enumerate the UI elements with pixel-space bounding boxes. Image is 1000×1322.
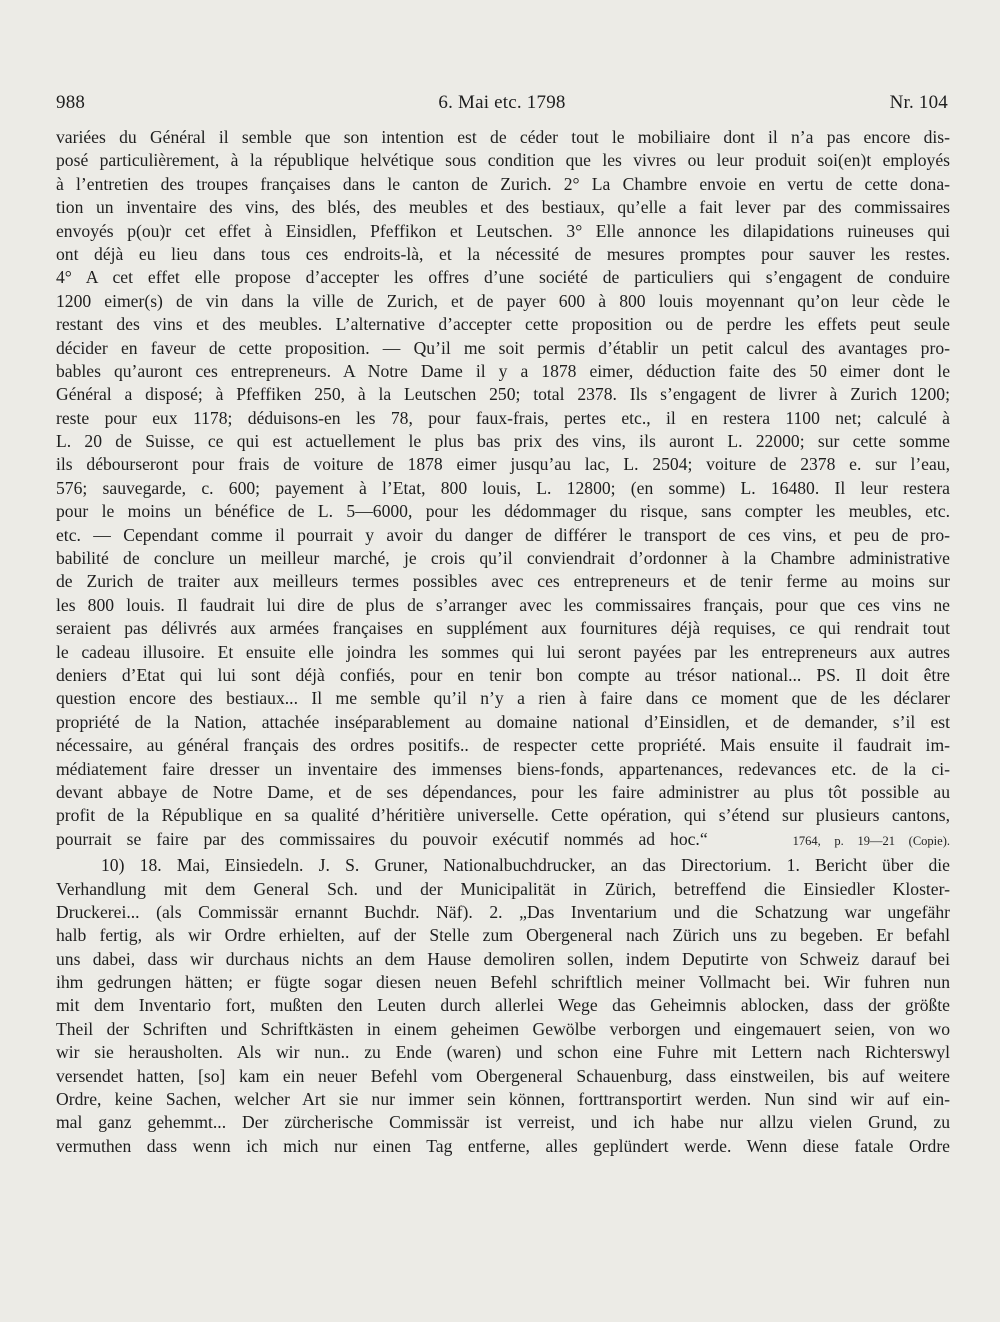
text-line: envoyés p(ou)r cet effet à Einsidlen, Pfeffikon et Leutschen. 3° Elle annonce les dilapidations ruineuses qui (56, 220, 950, 241)
text-line: question encore des bestiaux... Il me semble qu’il n’y a rien à faire dans ce moment que de les déclarer (56, 688, 950, 709)
text-line: Theil der Schriften und Schriftkästen in einem geheimen Gewölbe verborgen und eingemauert seien, von wo (56, 1018, 950, 1039)
text-line: Druckerei... (als Commissär ernannt Buchdr. Näf). 2. „Das Inventarium und die Schatzung war ungefähr (56, 901, 950, 922)
text-line: babilité de conclure un meilleur marché, je crois qu’il conviendrait d’ordonner à la Chambre administrative (56, 548, 950, 569)
text-line: posé particulièrement, à la république helvétique sous condition que les vivres ou leur produit soi(en)t employés (56, 150, 950, 171)
text-line: vermuthen dass wenn ich mich nur einen Tag entferne, alles geplündert werde. Wenn diese fatale Ordre (56, 1135, 950, 1156)
text-line: seraient pas délivrés aux armées françaises en supplément aux fournitures déjà requises, ce qui rendrait tout (56, 618, 950, 639)
paragraph-french (56, 126, 950, 851)
text-line: 10) 18. Mai, Einsiedeln. J. S. Gruner, Nationalbuchdrucker, an das Directorium. 1. Bericht über die (101, 855, 950, 876)
text-line: les 800 louis. Il faudrait lui dire de plus de s’arranger avec les commissaires français, pour que ces vins ne (56, 594, 950, 615)
text-line: wir sie herausholten. Als wir nun.. zu Ende (waren) und schon eine Fuhre mit Lettern nach Richterswyl (56, 1042, 950, 1063)
text-line: à l’entretien des troupes françaises dans le canton de Zurich. 2° La Chambre envoie en vertu de cette dona- (56, 173, 950, 194)
text-line: nécessaire, au général français des ordres positifs.. de respecter cette propriété. Mais ensuite il faudrait im- (56, 735, 950, 756)
text-line: ont déjà eu lieu dans tous ces endroits-là, et la nécessité de mesures promptes pour sauver les restes. (56, 243, 950, 264)
source-reference: 1764, p. 19—21 (Copie). (792, 833, 950, 848)
page-header (56, 92, 948, 120)
text-line: bables qu’auront ces entrepreneurs. A Notre Dame il y a 1878 eimer, déduction faite des 50 eimer dont le (56, 360, 950, 381)
text-line: variées du Général il semble que son intention est de céder tout le mobiliaire dont il n’a pas encore dis- (56, 127, 950, 147)
text-line: ihm gedrungen hätten; er fügte sogar diesen neuen Befehl schriftlich meiner Vollmacht bei. Wir fuhren nun (56, 972, 950, 993)
text-line: Ordre, keine Sachen, welcher Art sie nur immer sein können, forttransportirt werden. Nun sind wir auf ein- (56, 1089, 950, 1110)
text-line: ils débourseront pour frais de voiture de 1878 eimer jusqu’au lac, L. 2504; voiture de 2378 e. sur l’eau, (56, 454, 950, 475)
text-line: uns dabei, dass wir durchaus nichts an dem Hause demoliren sollen, indem Deputirte von Schweiz darauf bei (56, 948, 950, 969)
text-line: restant des vins et des meubles. L’alternative d’accepter cette proposition ou de perdre les effets peut seule (56, 314, 950, 335)
running-title: 6. Mai etc. 1798 (438, 92, 566, 113)
text-line: propriété de la Nation, attachée inséparablement au domaine national d’Einsidlen, et de demander, s’il est (56, 711, 950, 732)
text-line: halb fertig, als wir Ordre erhielten, auf der Stelle zum Obergeneral nach Zürich uns zu begeben. Er befahl (56, 925, 950, 946)
text-line: Verhandlung mit dem General Sch. und der Municipalität in Zürich, betreffend die Einsiedler Kloster- (56, 878, 950, 899)
text-line: pour le moins un bénéfice de L. 5—6000, pour les dédommager du risque, sans compter les meubles, etc. (56, 501, 950, 522)
text-line: devant abbaye de Notre Dame, et de ses dépendances, pour les faire administrer au plus tôt possible au (56, 781, 950, 802)
paragraph-german (56, 854, 950, 1158)
text-line: mal ganz gehemmt... Der zürcherische Commissär ist verreist, und ich habe nur allzu vielen Grund, zu (56, 1112, 950, 1133)
text-line: Général a disposé; à Pfeffiken 250, à la Leutschen 250; total 2378. Ils s’engagent de livrer à Zurich 1200; (56, 384, 950, 405)
document-number: Nr. 104 (889, 92, 948, 113)
text-line: L. 20 de Suisse, ce qui est actuellement le plus bas prix des vins, ils auront L. 22000; sur cette somme (56, 431, 950, 452)
text-line: médiatement faire dresser un inventaire des immenses biens-fonds, appartenances, redevances etc. de la ci- (56, 758, 950, 779)
text-line: reste pour eux 1178; déduisons-en les 78, pour faux-frais, pertes etc., il en restera 1100 net; calculé à (56, 407, 950, 428)
text-line: deniers d’Etat qui lui sont déjà confiés, pour en tenir bon compte au trésor national... PS. Il doit être (56, 664, 950, 685)
text-line: 4° A cet effet elle propose d’accepter les offres d’une société de particuliers qui s’engagent de conduire (56, 267, 950, 288)
text-line: décider en faveur de cette proposition. — Qu’il me soit permis d’établir un petit calcul des avantages pro- (56, 337, 950, 358)
text-line: pourrait se faire par des commissaires du pouvoir exécutif nommés ad hoc.“ (56, 828, 708, 849)
text-line: de Zurich de traiter aux meilleurs termes possibles avec ces entrepreneurs et de tenir ferme au moins sur (56, 571, 950, 592)
text-line: le cadeau illusoire. Et ensuite elle joindra les sommes qui lui seront payées par les entrepreneurs aux autres (56, 641, 950, 662)
text-line: 576; sauvegarde, c. 600; payement à l’Etat, 800 louis, L. 12800; (en somme) L. 16480. Il leur restera (56, 477, 950, 498)
text-line: versendet hatten, [so] kam ein neuer Befehl vom Obergeneral Schauenburg, dass einstweilen, bis auf weitere (56, 1065, 950, 1086)
text-line: 1200 eimer(s) de vin dans la ville de Zurich, et de payer 600 à 800 louis moyennant qu’on leur cède le (56, 290, 950, 311)
text-line: profit de la République en sa qualité d’héritière universelle. Cette opération, qui s’étend sur plusieurs cantons, (56, 805, 950, 826)
text-line: tion un inventaire des vins, des blés, des meubles et des bestiaux, qu’elle a fait lever par des commissaires (56, 197, 950, 218)
text-line-with-source (56, 828, 950, 851)
text-line: mit dem Inventario fort, mußten den Leuten durch allerlei Wege das Geheimnis ablocken, dass der größte (56, 995, 950, 1016)
page-number: 988 (56, 92, 86, 113)
page-body (56, 126, 950, 1158)
text-line: etc. — Cependant comme il pourrait y avoir du danger de différer le transport de ces vins, et peu de pro- (56, 524, 950, 545)
